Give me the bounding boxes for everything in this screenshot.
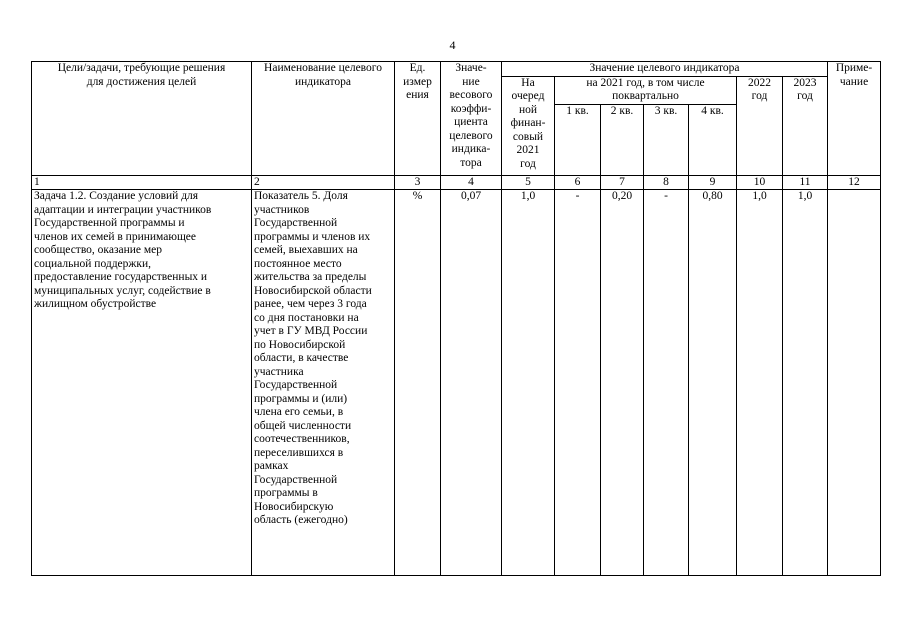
cell-2023: 1,0 xyxy=(783,190,828,576)
cell-next-fin-year: 1,0 xyxy=(502,190,555,576)
header-next-fin-year: На очеред ной финан- совый 2021 год xyxy=(502,76,555,175)
page-number: 4 xyxy=(449,38,456,52)
header-note: Приме- чание xyxy=(828,62,881,176)
header-row-1 xyxy=(32,62,881,77)
header-weight: Значе- ние весового коэффи- циента целевого индика- тора xyxy=(441,62,502,176)
cell-q1: - xyxy=(555,190,601,576)
column-number: 11 xyxy=(783,175,828,190)
header-q3: 3 кв. xyxy=(644,104,689,175)
cell-weight: 0,07 xyxy=(441,190,502,576)
cell-goal: Задача 1.2. Создание условий для адаптации и интеграции участников Государственной программы и членов их семей в принимающее сообщество, оказание мер социальной поддержки, предоставление государственных и муниципальных услуг, содействие в жилищном обустройстве xyxy=(32,190,252,576)
header-2022: 2022 год xyxy=(737,76,783,175)
header-target-value: Значение целевого индикатора xyxy=(502,62,828,77)
header-2023: 2023 год xyxy=(783,76,828,175)
indicator-table xyxy=(31,61,881,576)
column-number: 5 xyxy=(502,175,555,190)
header-goal: Цели/задачи, требующие решения для достижения целей xyxy=(32,62,252,176)
cell-indicator: Показатель 5. Доля участников Государственной программы и членов их семей, выехавших на постоянное место жительства за пределы Новосибирской области ранее, чем через 3 года со дня постановки на учет в ГУ МВД России по Новосибирской области, в качестве участника Государственной программы и (или) члена его семьи, в общей численности соотечественников, переселившихся в рамках Государственной программы в Новосибирскую область (ежегодно) xyxy=(252,190,395,576)
header-q1: 1 кв. xyxy=(555,104,601,175)
column-number: 2 xyxy=(252,175,395,190)
cell-unit: % xyxy=(395,190,441,576)
column-number: 7 xyxy=(601,175,644,190)
column-number: 10 xyxy=(737,175,783,190)
cell-2022: 1,0 xyxy=(737,190,783,576)
column-number: 4 xyxy=(441,175,502,190)
column-number: 6 xyxy=(555,175,601,190)
cell-q4: 0,80 xyxy=(689,190,737,576)
column-number: 8 xyxy=(644,175,689,190)
cell-q3: - xyxy=(644,190,689,576)
header-unit: Ед. измер ения xyxy=(395,62,441,176)
column-number: 12 xyxy=(828,175,881,190)
header-indicator: Наименование целевого индикатора xyxy=(252,62,395,176)
header-q2: 2 кв. xyxy=(601,104,644,175)
column-number: 1 xyxy=(32,175,252,190)
table-row xyxy=(32,190,881,576)
cell-note xyxy=(828,190,881,576)
column-number: 9 xyxy=(689,175,737,190)
cell-q2: 0,20 xyxy=(601,190,644,576)
header-q4: 4 кв. xyxy=(689,104,737,175)
column-number-row xyxy=(32,175,881,190)
header-2021-quarterly: на 2021 год, в том числе поквартально xyxy=(555,76,737,104)
column-number: 3 xyxy=(395,175,441,190)
